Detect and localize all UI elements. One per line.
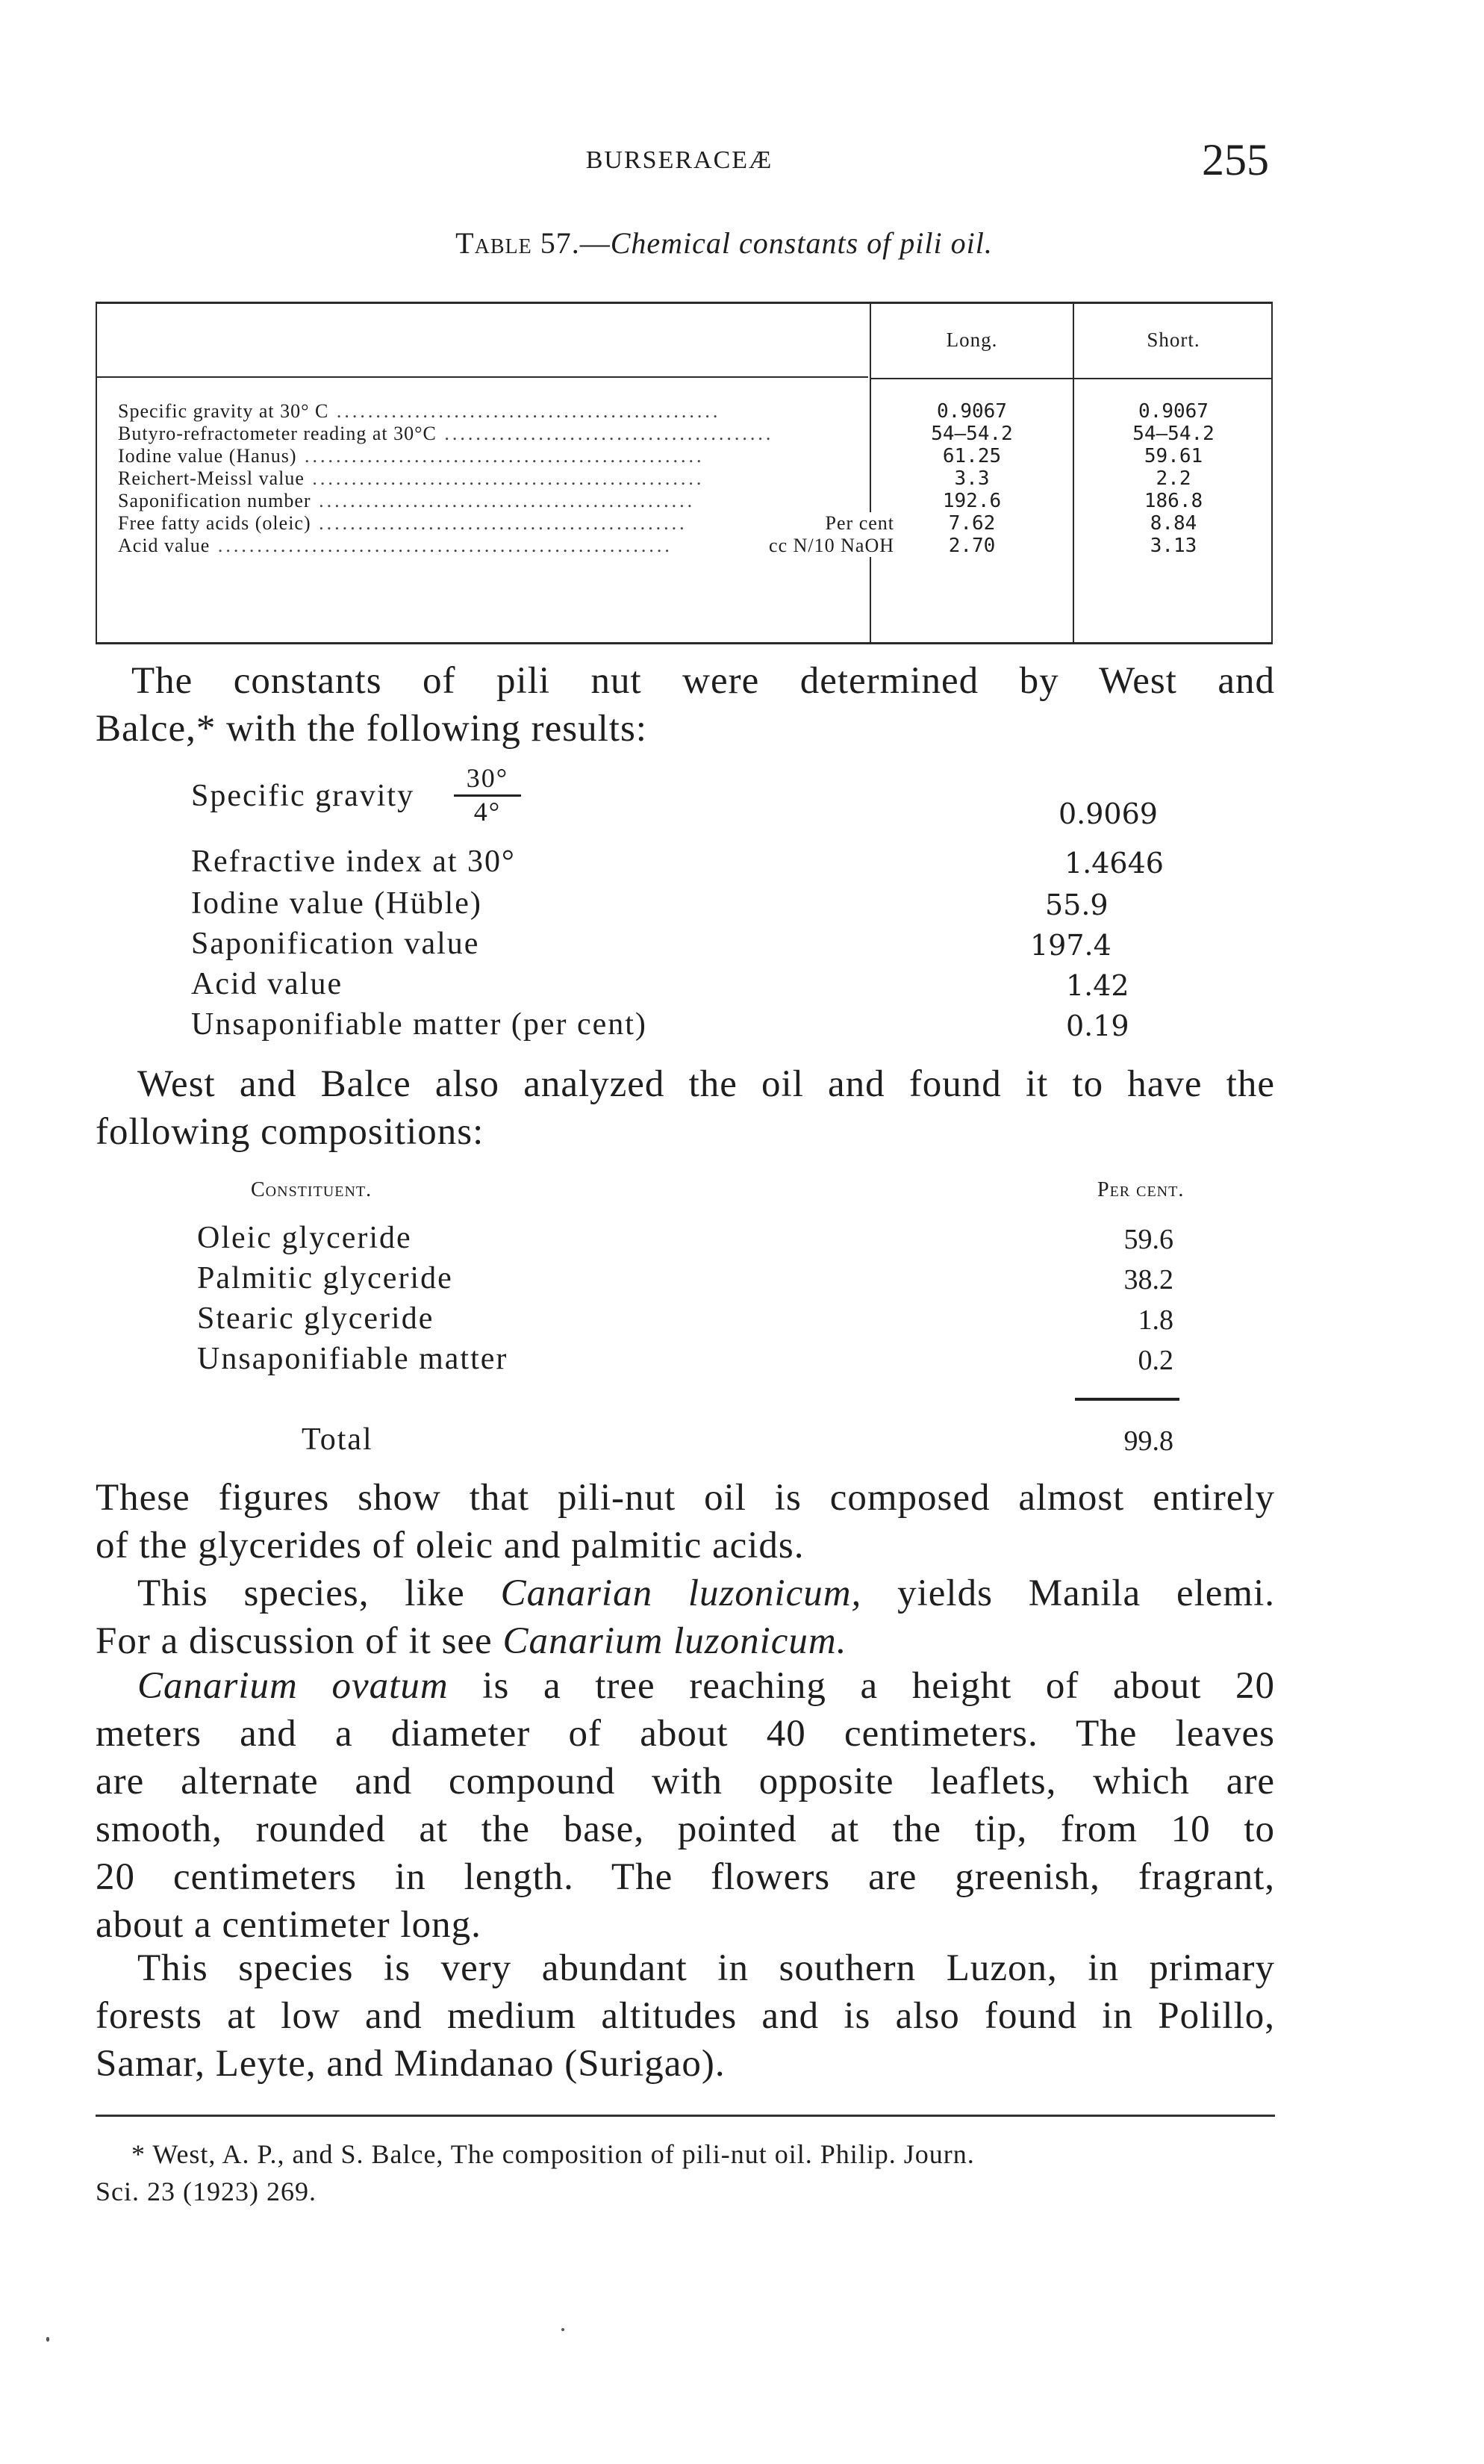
composition-header-constituent: Constituent. [251, 1178, 372, 1201]
cell-long: 61.25 [942, 445, 1002, 467]
cell-short: 8.84 [1150, 512, 1197, 535]
table-row-label: Iodine value (Hanus) ................................................... [118, 445, 705, 467]
constants-value: 1.42 [1066, 969, 1129, 1002]
constants-value: 1.4646 [1064, 847, 1164, 880]
page-number: 255 [1202, 135, 1269, 184]
constants-label: Saponification value [191, 927, 480, 961]
constants-row [191, 966, 1162, 1002]
table-col-rule-2 [1073, 302, 1074, 644]
constants-label: Unsaponifiable matter (per cent) [191, 1007, 647, 1042]
table-header-rule-left [96, 376, 868, 378]
composition-value: 38.2 [1123, 1264, 1173, 1295]
constants-row [191, 1007, 1162, 1042]
table-top-rule [96, 302, 1273, 304]
table-row-label: Reichert-Meissl value .................................................. [118, 467, 705, 489]
cell-long: 3.3 [954, 467, 990, 490]
constants-value: 55.9 [1045, 889, 1109, 921]
constants-value: 197.4 [1030, 929, 1112, 962]
footnote: * West, A. P., and S. Balce, The composition of pili-nut oil. Philip. Journ. Sci. 23 (1923) 269. [96, 2139, 975, 2206]
constants-row [191, 886, 1162, 921]
constants-value: 0.9069 [1059, 797, 1158, 830]
constants-value: 0.19 [1066, 1009, 1129, 1042]
cell-long: 54–54.2 [931, 423, 1013, 445]
table-caption-lead: Table 57. [455, 226, 580, 260]
taxon-name: Canarian luzonicum, [500, 1572, 862, 1614]
constants-label: Refractive index at 30° [191, 844, 516, 879]
table-caption [299, 225, 1150, 261]
column-header-short: Short. [1147, 329, 1200, 351]
table-bottom-rule [96, 642, 1273, 644]
composition-value: 59.6 [1123, 1224, 1173, 1255]
constants-label: Iodine value (Hüble) [191, 886, 482, 921]
composition-row [197, 1220, 1197, 1256]
table-caption-dash: — [579, 226, 611, 260]
table-row-label: Free fatty acids (oleic) ............................................... Per cent [118, 512, 894, 534]
cell-short: 186.8 [1144, 490, 1203, 512]
chemical-constants-table [96, 302, 1273, 645]
composition-label: Unsaponifiable matter [197, 1342, 508, 1376]
running-head: BURSERACEÆ [585, 146, 773, 174]
table-row-label: Specific gravity at 30° C ................................................. [118, 400, 721, 422]
paragraph-canarium-ovatum: Canarium ovatum is a tree reaching a height of about 20 meters and a diameter of about 40 centimeters. The leaves are alternate and compound with opposite leaflets, which are smooth, rounded at the base, pointed at the tip, from 10 to 20 centimeters in length. The flowers are greenish, fragrant, about a centimeter long. [96, 1665, 1276, 1946]
constants-label: Specific gravity [191, 779, 415, 813]
composition-label: Oleic glyceride [197, 1221, 412, 1255]
table-header-rule-right [870, 378, 1273, 379]
composition-row [197, 1301, 1197, 1337]
column-header-long: Long. [946, 329, 998, 351]
taxon-name: Canarium luzonicum. [502, 1620, 847, 1662]
composition-label: Stearic glyceride [197, 1301, 434, 1336]
scan-speck [561, 2328, 564, 2331]
footnote-rule [96, 2115, 1275, 2117]
cell-long: 192.6 [942, 490, 1002, 512]
cell-long: 2.70 [948, 535, 996, 557]
specific-gravity-fraction: $\frac{30^\circ}{4^\circ}$ [454, 762, 521, 827]
paragraph-distribution: This species is very abundant in southern Luzon, in primary forests at low and medium altitudes and is also found in Polillo, Samar, Leyte, and Mindanao (Surigao). [96, 1947, 1275, 2085]
total-rule [1075, 1398, 1179, 1401]
cell-long: 0.9067 [937, 400, 1007, 423]
constants-row [191, 844, 1162, 880]
scan-speck [46, 2337, 49, 2342]
composition-row [197, 1341, 1197, 1377]
paragraph-figures: These figures show that pili-nut oil is composed almost entirely of the glycerides of oleic and palmitic acids. [96, 1477, 1275, 1567]
composition-value: 0.2 [1138, 1345, 1173, 1376]
table-row-unit: cc N/10 NaOH [763, 535, 894, 557]
cell-short: 59.61 [1144, 445, 1203, 467]
table-row-label: Acid value .......................................................... cc N/10 NaOH [118, 535, 894, 556]
cell-long: 7.62 [948, 512, 996, 535]
taxon-name: Canarium ovatum [137, 1665, 449, 1707]
table-row-label: Butyro-refractometer reading at 30°C .......................................... [118, 423, 774, 444]
constants-row [191, 926, 1162, 962]
table-row-label: Saponification number ................................................ [118, 490, 696, 511]
table-caption-title: Chemical constants of pili oil. [610, 226, 993, 260]
paragraph-species: This species, like Canarian luzonicum, yields Manila elemi. For a discussion of it see Canarium luzonicum. [96, 1572, 1275, 1662]
composition-value: 1.8 [1138, 1304, 1173, 1336]
table-row-unit: Per cent [820, 512, 894, 535]
composition-total-value: 99.8 [1123, 1425, 1173, 1457]
composition-total-label: Total [302, 1422, 373, 1457]
composition-label: Palmitic glyceride [197, 1261, 453, 1295]
cell-short: 2.2 [1156, 467, 1191, 490]
paragraph-composition: West and Balce also analyzed the oil and found it to have the following compositions: [96, 1063, 1275, 1153]
cell-short: 0.9067 [1138, 400, 1209, 423]
constants-label: Acid value [191, 967, 343, 1001]
cell-short: 3.13 [1150, 535, 1197, 557]
table-left-rule [96, 302, 97, 644]
composition-row [197, 1260, 1197, 1296]
constants-row-specific-gravity [191, 763, 1162, 830]
composition-header-percent: Per cent. [1097, 1178, 1185, 1201]
cell-short: 54–54.2 [1132, 423, 1215, 445]
paragraph-constants: The constants of pili nut were determined by West and Balce,* with the following results: [96, 660, 1275, 750]
